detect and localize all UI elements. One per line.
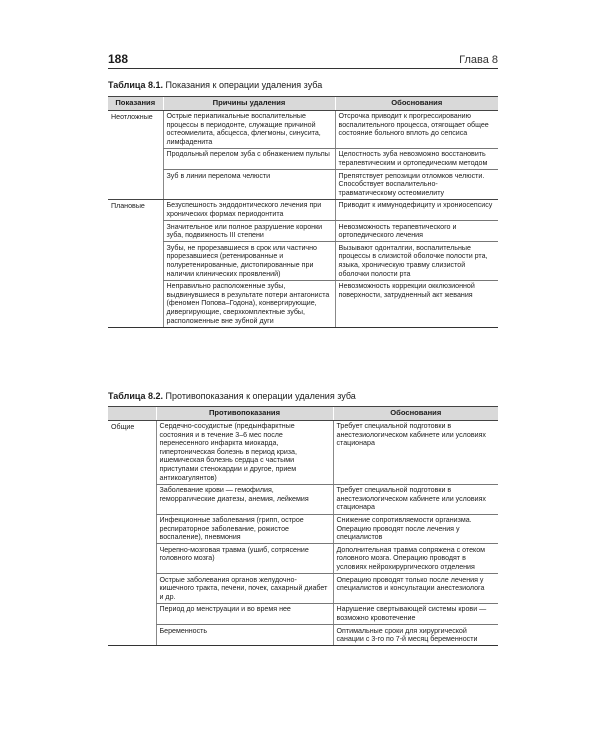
column-header: Обоснования — [335, 97, 498, 111]
table-row — [108, 148, 498, 169]
chapter-title: Глава 8 — [459, 54, 498, 66]
table-2-caption-label: Таблица 8.2. — [108, 391, 164, 401]
category-cell: Плановые — [108, 199, 163, 327]
table-row — [108, 221, 498, 242]
table-row — [108, 484, 498, 514]
basis-cell: Дополнительная травма сопряжена с отеком головного мозга. Операцию проводят в условиях нейрохирургического отделения — [333, 544, 498, 574]
basis-cell: Требует специальной подготовки в анестезиологическом кабинете или условиях стационара — [333, 420, 498, 484]
basis-cell: Отсрочка приводит к прогрессированию воспалительного процесса, отягощает общее состояние больного вплоть до сепсиса — [335, 110, 498, 148]
table-2-caption — [108, 391, 356, 401]
reason-cell: Неправильно расположенные зубы, выдвинувшиеся в результате потери антагониста (феномен Попова–Годона), конвергирующие, дивергирующие, сверхкомплектные зубы, расположенные вне зубной дуги — [163, 280, 335, 327]
reason-cell: Инфекционные заболевания (грипп, острое респираторное заболевание, рожистое воспаление), пневмония — [156, 514, 333, 544]
reason-cell: Сердечно-сосудистые (предынфарктные состояния и в течение 3–6 мес после перенесенного инфаркта миокарда, гипертоническая болезнь в период криза, ишемическая болезнь сердца с частыми приступами стенокардии и другое, прием антикоагулянтов) — [156, 420, 333, 484]
column-header — [108, 407, 156, 421]
table-row — [108, 199, 498, 220]
table-header-row — [108, 407, 498, 421]
reason-cell: Значительное или полное разрушение коронки зуба, подвижность III степени — [163, 221, 335, 242]
basis-cell: Целостность зуба невозможно восстановить терапевтическим и ортопедическим методом — [335, 148, 498, 169]
table-row — [108, 574, 498, 604]
reason-cell: Острые периапикальные воспалительные процессы в периодонте, служащие причиной остеомиелита, абсцесса, флегмоны, синусита, лимфаденита — [163, 110, 335, 148]
table-row — [108, 544, 498, 574]
indications-table — [108, 96, 498, 328]
basis-cell: Нарушение свертывающей системы крови — возможно кровотечение — [333, 603, 498, 624]
basis-cell: Снижение сопротивляемости организма. Операцию проводят после лечения у специалистов — [333, 514, 498, 544]
column-header: Обоснования — [333, 407, 498, 421]
column-header: Показания — [108, 97, 163, 111]
table-row — [108, 110, 498, 148]
basis-cell: Невозможность терапевтического и ортопедического лечения — [335, 221, 498, 242]
page-header — [108, 48, 498, 69]
table-row — [108, 280, 498, 327]
table-row — [108, 625, 498, 646]
basis-cell: Приводит к иммунодефициту и хрониосепсису — [335, 199, 498, 220]
table-row — [108, 420, 498, 484]
reason-cell: Заболевание крови — гемофилия, геморрагические диатезы, анемия, лейкемия — [156, 484, 333, 514]
basis-cell: Операцию проводят только после лечения у специалистов и консультации анестезиолога — [333, 574, 498, 604]
reason-cell: Черепно-мозговая травма (ушиб, сотрясение головного мозга) — [156, 544, 333, 574]
table-row — [108, 514, 498, 544]
basis-cell: Препятствует репозиции отломков челюсти. Способствует воспалительно-травматическому остеомиелиту — [335, 170, 498, 200]
basis-cell: Вызывают одонталгии, воспалительные процессы в слизистой оболочке полости рта, языка, хроническую травму слизистой оболочки полости рта — [335, 242, 498, 280]
column-header: Причины удаления — [163, 97, 335, 111]
basis-cell: Требует специальной подготовки в анестезиологическом кабинете или условиях стационара — [333, 484, 498, 514]
table-row — [108, 242, 498, 280]
table-2-caption-text: Противопоказания к операции удаления зуба — [163, 391, 356, 401]
category-cell: Общие — [108, 420, 156, 646]
table-row — [108, 603, 498, 624]
table-header-row — [108, 97, 498, 111]
reason-cell: Зубы, не прорезавшиеся в срок или частично прорезавшиеся (ретенированные и полуретенированные, дистопированные при наличии клинических проявлений) — [163, 242, 335, 280]
category-cell: Неотложные — [108, 110, 163, 199]
basis-cell: Невозможность коррекции окклюзионной поверхности, затрудненный акт жевания — [335, 280, 498, 327]
reason-cell: Безуспешность эндодонтического лечения при хронических формах периодонтита — [163, 199, 335, 220]
basis-cell: Оптимальные сроки для хирургической санации с 3-го по 7-й месяц беременности — [333, 625, 498, 646]
column-header: Противопоказания — [156, 407, 333, 421]
reason-cell: Зуб в линии перелома челюсти — [163, 170, 335, 200]
reason-cell: Острые заболевания органов желудочно-кишечного тракта, печени, почек, сахарный диабет и др. — [156, 574, 333, 604]
reason-cell: Продольный перелом зуба с обнажением пульпы — [163, 148, 335, 169]
table-1-caption-text: Показания к операции удаления зуба — [163, 80, 323, 90]
table-1-caption — [108, 80, 322, 90]
page-number: 188 — [108, 52, 129, 66]
contraindications-table — [108, 406, 498, 646]
table-1-caption-label: Таблица 8.1. — [108, 80, 164, 90]
reason-cell: Беременность — [156, 625, 333, 646]
table-row — [108, 170, 498, 200]
reason-cell: Период до менструации и во время нее — [156, 603, 333, 624]
